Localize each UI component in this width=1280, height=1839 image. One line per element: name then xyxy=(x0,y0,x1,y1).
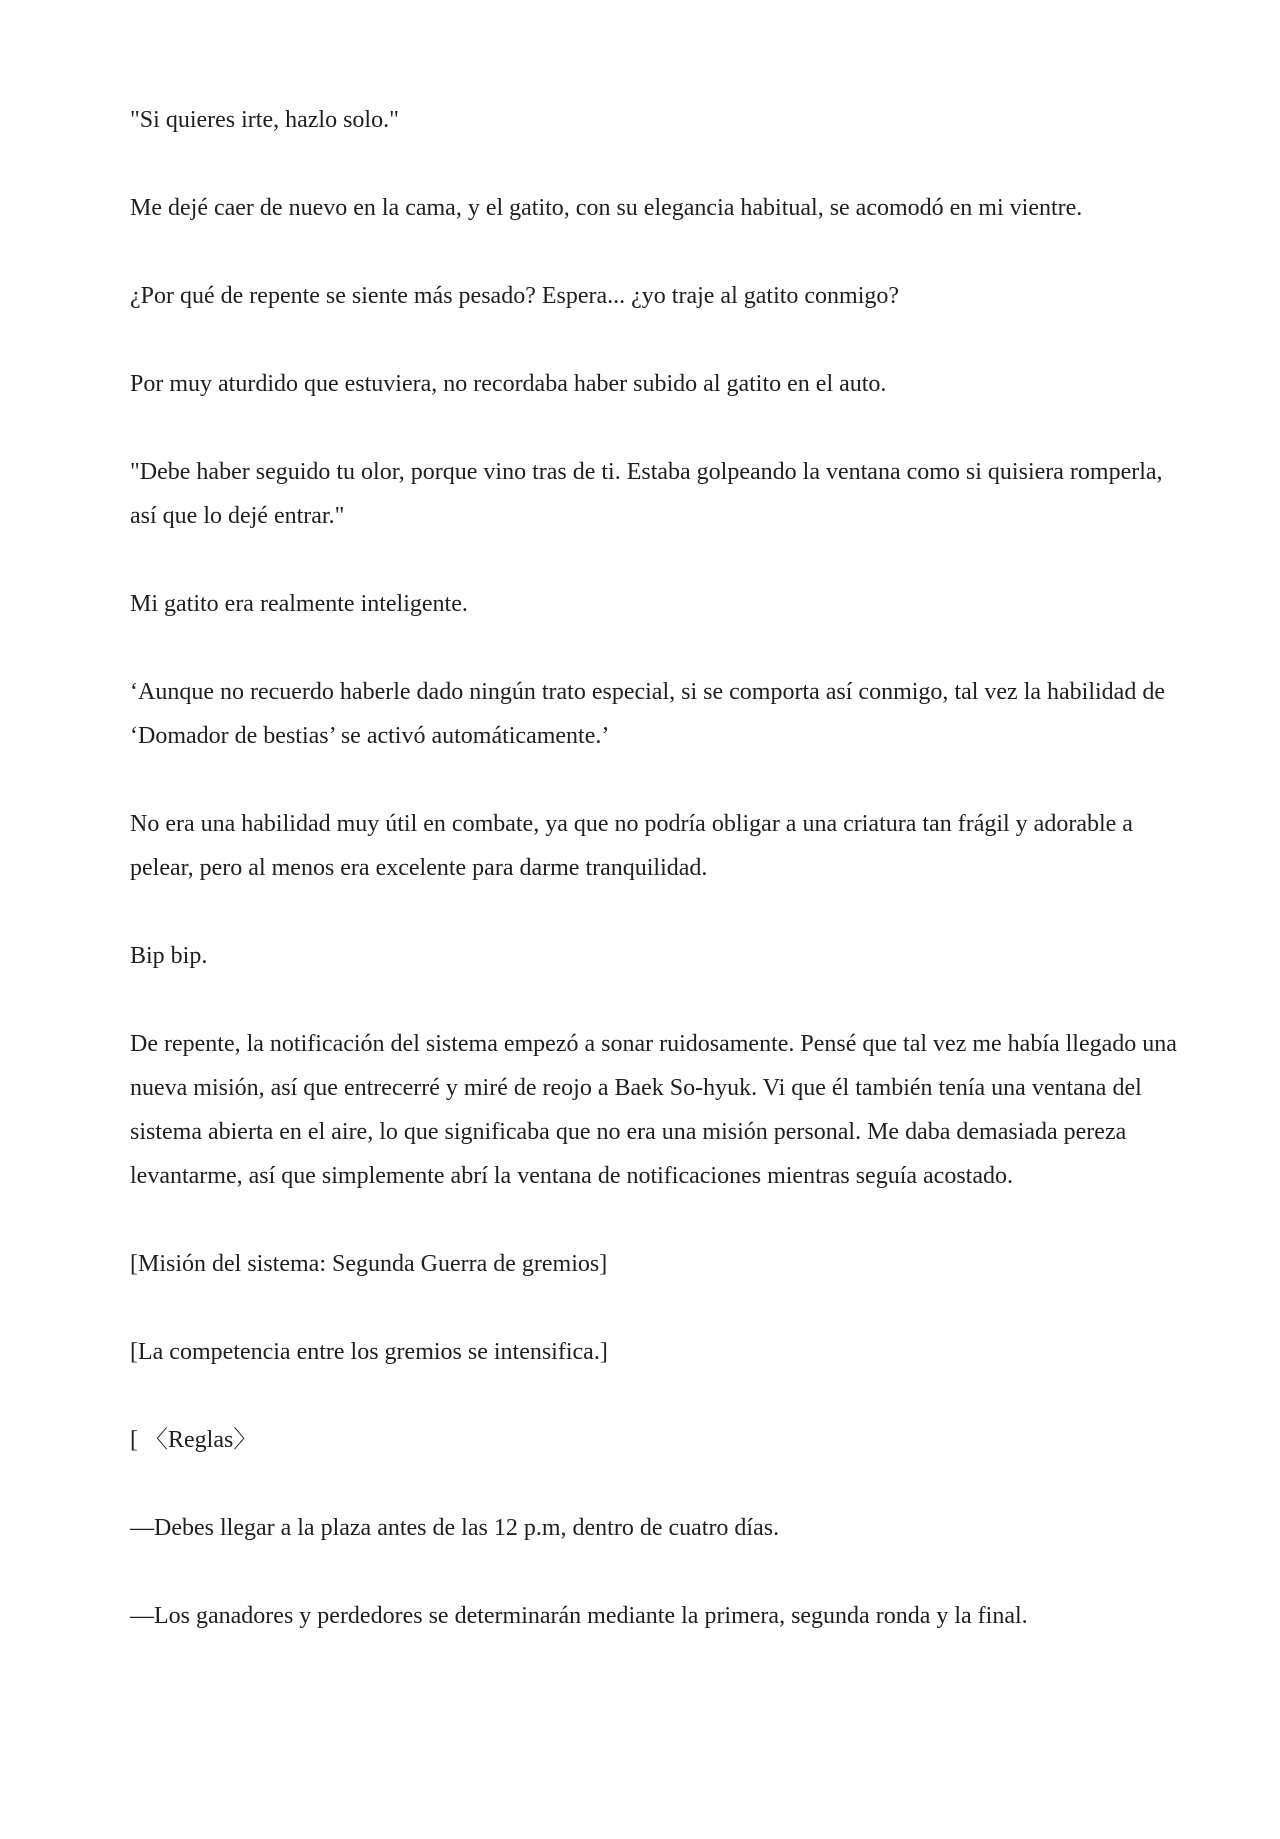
paragraph-6: Mi gatito era realmente inteligente. xyxy=(130,591,468,617)
paragraph-9: Bip bip. xyxy=(130,943,208,969)
paragraph-1: "Si quieres irte, hazlo solo." xyxy=(130,107,399,133)
document-body xyxy=(130,98,1183,1682)
rule-item-2: —Los ganadores y perdedores se determinarán mediante la primera, segunda ronda y la final. xyxy=(130,1603,1028,1629)
paragraph-4: Por muy aturdido que estuviera, no recordaba haber subido al gatito en el auto. xyxy=(130,371,887,397)
paragraph-5: "Debe haber seguido tu olor, porque vino tras de ti. Estaba golpeando la ventana como si quisiera romperla, así que lo dejé entrar." xyxy=(130,459,1169,529)
system-mission-description: [La competencia entre los gremios se intensifica.] xyxy=(130,1339,608,1365)
rules-header: [ 〈Reglas〉 xyxy=(130,1427,258,1453)
paragraph-8: No era una habilidad muy útil en combate, ya que no podría obligar a una criatura tan frágil y adorable a pelear, pero al menos era excelente para darme tranquilidad. xyxy=(130,811,1139,881)
paragraph-7: ‘Aunque no recuerdo haberle dado ningún trato especial, si se comporta así conmigo, tal vez la habilidad de ‘Domador de bestias’ se activó automáticamente.’ xyxy=(130,679,1171,749)
paragraph-3: ¿Por qué de repente se siente más pesado? Espera... ¿yo traje al gatito conmigo? xyxy=(130,283,900,309)
paragraph-10: De repente, la notificación del sistema empezó a sonar ruidosamente. Pensé que tal vez me había llegado una nueva misión, así que entrecerré y miré de reojo a Baek So-hyuk. Vi que él también tenía una ventana del sistema abierta en el aire, lo que significaba que no era una misión personal. Me daba demasiada pereza levantarme, así que simplemente abrí la ventana de notificaciones mientras seguía acostado. xyxy=(130,1031,1183,1189)
system-mission-title: [Misión del sistema: Segunda Guerra de gremios] xyxy=(130,1251,608,1277)
paragraph-2: Me dejé caer de nuevo en la cama, y el gatito, con su elegancia habitual, se acomodó en mi vientre. xyxy=(130,195,1083,221)
rule-item-1: —Debes llegar a la plaza antes de las 12 p.m, dentro de cuatro días. xyxy=(130,1515,780,1541)
